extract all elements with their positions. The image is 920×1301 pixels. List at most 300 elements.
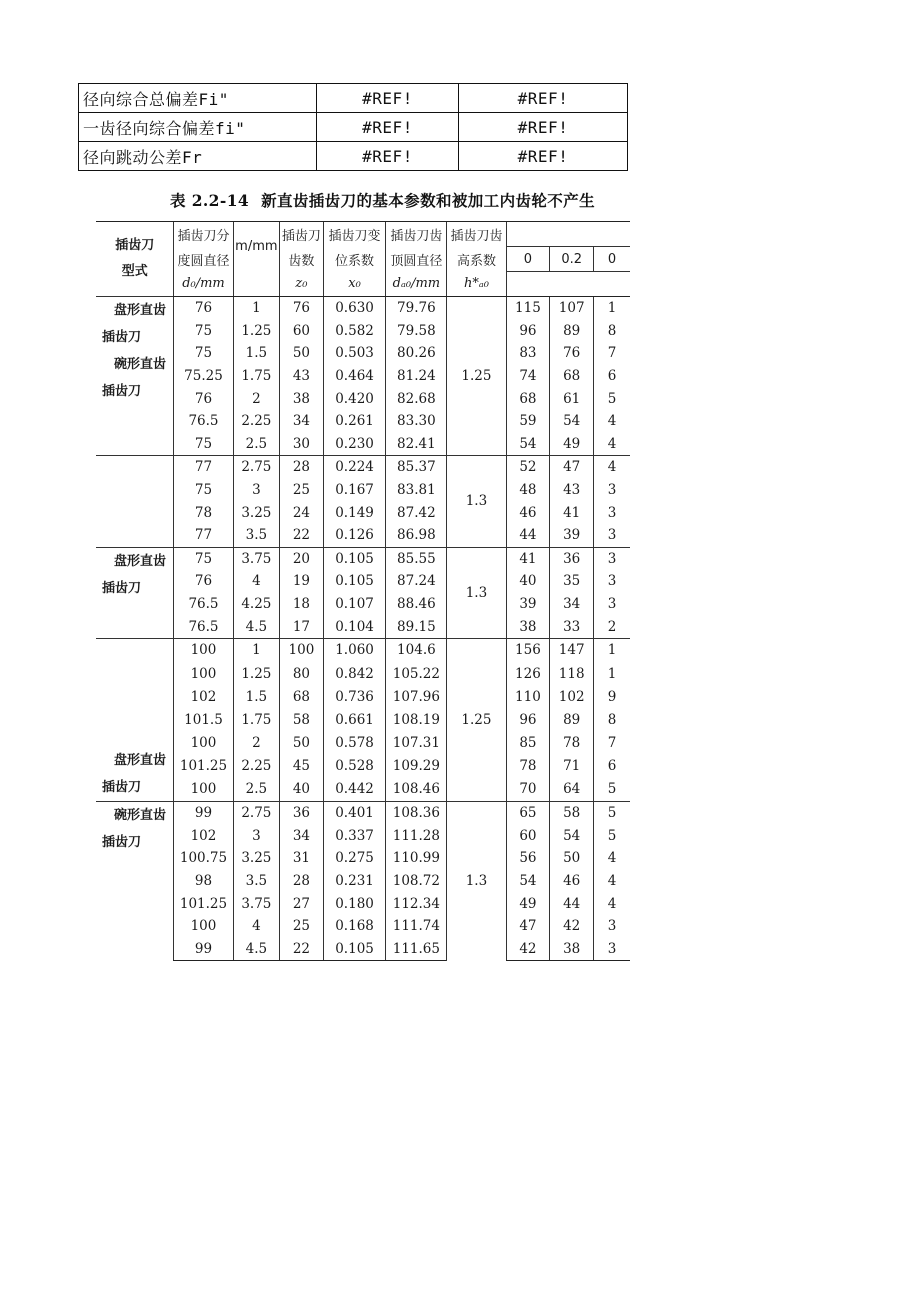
param-value-cell: 49 [506, 892, 550, 915]
table-row [96, 547, 630, 570]
param-value-cell: 4 [594, 892, 630, 915]
table-row [96, 433, 630, 456]
header-type-line1: 插齿刀 [115, 238, 155, 253]
table-cell: 102 [174, 685, 233, 708]
table-cell: 3.75 [233, 892, 280, 915]
param-value-cell: 1 [594, 297, 630, 320]
param-value-cell: 68 [550, 365, 594, 388]
table-cell: 0.105 [323, 937, 386, 960]
table-cell: 2 [233, 387, 280, 410]
ha0-cell: 1.25 [447, 638, 506, 801]
table-row [96, 410, 630, 433]
table-cell: 0.104 [323, 615, 386, 638]
ha0-cell: 1.3 [447, 801, 506, 960]
table-cell: 85.55 [386, 547, 447, 570]
param-value-cell: 3 [594, 547, 630, 570]
param-value-cell: 43 [550, 479, 594, 502]
table-cell: 20 [280, 547, 324, 570]
table-cell: 76.5 [174, 615, 233, 638]
table-cell: 111.65 [386, 937, 447, 960]
table-cell: 0.261 [323, 410, 386, 433]
param-value-cell: 71 [550, 755, 594, 778]
param-value-cell: 1 [594, 662, 630, 685]
param-value-cell: 50 [550, 847, 594, 870]
header-ha0-line1: 插齿刀齿 [447, 222, 506, 247]
table-row [96, 892, 630, 915]
param-value-cell: 3 [594, 570, 630, 593]
param-value-cell: 38 [506, 615, 550, 638]
value-cell: #REF! [459, 142, 628, 171]
table-cell: 30 [280, 433, 324, 456]
table-cell: 28 [280, 870, 324, 893]
table-cell: 100.75 [174, 847, 233, 870]
top-table-row [79, 113, 628, 142]
table-cell: 100 [174, 638, 233, 662]
param-value-cell: 36 [550, 547, 594, 570]
table-cell: 1.75 [233, 365, 280, 388]
table-caption: 新直齿插齿刀的基本参数和被加工内齿轮不产生 [261, 192, 595, 210]
param-value-cell: 6 [594, 755, 630, 778]
table-cell: 0.661 [323, 708, 386, 731]
param-value-cell: 6 [594, 365, 630, 388]
table-cell: 109.29 [386, 755, 447, 778]
param-value-cell: 54 [506, 870, 550, 893]
table-cell: 0.528 [323, 755, 386, 778]
param-value-cell: 46 [506, 501, 550, 524]
cutter-type-cell [96, 297, 174, 456]
table-cell: 0.231 [323, 870, 386, 893]
table-cell: 110.99 [386, 847, 447, 870]
param-value-cell: 42 [506, 937, 550, 960]
table-cell: 3 [233, 825, 280, 848]
cutter-type-cell [96, 456, 174, 547]
table-cell: 27 [280, 892, 324, 915]
table-cell: 107.96 [386, 685, 447, 708]
param-value-cell: 65 [506, 801, 550, 824]
table-row [96, 479, 630, 502]
param-value-cell: 83 [506, 342, 550, 365]
table-cell: 98 [174, 870, 233, 893]
table-row [96, 708, 630, 731]
spreadsheet-top-table [78, 83, 628, 171]
table-cell: 76 [174, 297, 233, 320]
param-value-cell: 39 [506, 593, 550, 616]
param-value-cell: 3 [594, 524, 630, 547]
table-cell: 108.72 [386, 870, 447, 893]
table-cell: 101.25 [174, 755, 233, 778]
table-cell: 100 [280, 638, 324, 662]
param-value-cell: 147 [550, 638, 594, 662]
table-row [96, 456, 630, 479]
param-value-cell: 47 [506, 915, 550, 938]
param-value-cell: 96 [506, 708, 550, 731]
table-cell: 86.98 [386, 524, 447, 547]
param-value-cell: 54 [550, 410, 594, 433]
param-value-cell: 76 [550, 342, 594, 365]
param-value-cell: 8 [594, 320, 630, 343]
param-value-cell: 47 [550, 456, 594, 479]
param-value-cell: 96 [506, 320, 550, 343]
table-cell: 108.36 [386, 801, 447, 824]
table-row [96, 638, 630, 662]
header-module-empty [233, 272, 280, 297]
table-cell: 0.275 [323, 847, 386, 870]
value-cell: #REF! [317, 84, 459, 113]
cutter-parameter-table [96, 221, 630, 961]
header-cutter-type [96, 222, 174, 297]
table-cell: 25 [280, 915, 324, 938]
table-cell: 3.5 [233, 870, 280, 893]
table-cell: 107.31 [386, 731, 447, 754]
table-cell: 60 [280, 320, 324, 343]
row-label-cell: 一齿径向综合偏差fi" [79, 113, 317, 142]
table-cell: 76 [174, 570, 233, 593]
table-cell: 0.105 [323, 570, 386, 593]
table-row [96, 870, 630, 893]
table-row [96, 755, 630, 778]
table-cell: 1.25 [233, 320, 280, 343]
table-row [96, 387, 630, 410]
ha0-cell: 1.25 [447, 297, 506, 456]
table-cell: 83.81 [386, 479, 447, 502]
table-row [96, 937, 630, 960]
table-cell: 75 [174, 479, 233, 502]
table-cell: 101.5 [174, 708, 233, 731]
table-cell: 112.34 [386, 892, 447, 915]
table-cell: 75 [174, 547, 233, 570]
table-row [96, 847, 630, 870]
table-cell: 85.37 [386, 456, 447, 479]
table-cell: 1.5 [233, 342, 280, 365]
table-cell: 4 [233, 570, 280, 593]
param-value-cell: 61 [550, 387, 594, 410]
param-value-cell: 4 [594, 433, 630, 456]
table-cell: 38 [280, 387, 324, 410]
param-value-cell: 85 [506, 731, 550, 754]
table-row [96, 731, 630, 754]
param-value-cell: 54 [506, 433, 550, 456]
table-cell: 36 [280, 801, 324, 824]
value-cell: #REF! [317, 142, 459, 171]
table-cell: 111.74 [386, 915, 447, 938]
header-z0-line1: 插齿刀 [280, 222, 324, 247]
table-cell: 105.22 [386, 662, 447, 685]
table-cell: 50 [280, 342, 324, 365]
table-cell: 3.25 [233, 501, 280, 524]
table-cell: 58 [280, 708, 324, 731]
param-value-cell: 56 [506, 847, 550, 870]
table-cell: 108.19 [386, 708, 447, 731]
param-value-cell: 110 [506, 685, 550, 708]
param-value-cell: 35 [550, 570, 594, 593]
table-cell: 100 [174, 731, 233, 754]
param-value-cell: 5 [594, 801, 630, 824]
cutter-type-cell [96, 547, 174, 638]
table-cell: 1 [233, 297, 280, 320]
table-cell: 100 [174, 662, 233, 685]
param-value-cell: 3 [594, 479, 630, 502]
table-cell: 68 [280, 685, 324, 708]
table-cell: 0.230 [323, 433, 386, 456]
table-row [96, 524, 630, 547]
param-value-cell: 54 [550, 825, 594, 848]
table-cell: 0.107 [323, 593, 386, 616]
header-z0-symbol: z₀ [280, 272, 324, 297]
table-cell: 99 [174, 801, 233, 824]
table-cell: 1.5 [233, 685, 280, 708]
param-value-cell: 118 [550, 662, 594, 685]
param-value-cell: 58 [550, 801, 594, 824]
param-value-cell: 156 [506, 638, 550, 662]
table-cell: 75 [174, 342, 233, 365]
table-cell: 76.5 [174, 593, 233, 616]
table-cell: 0.442 [323, 778, 386, 802]
table-cell: 108.46 [386, 778, 447, 802]
param-value-cell: 4 [594, 870, 630, 893]
table-cell: 4.5 [233, 937, 280, 960]
table-cell: 76 [280, 297, 324, 320]
table-cell: 2.25 [233, 410, 280, 433]
table-cell: 4 [233, 915, 280, 938]
cutter-type-line: 插齿刀 [102, 580, 142, 596]
top-table-row [79, 84, 628, 113]
header-x0-line2: 位系数 [323, 247, 386, 272]
param-value-cell: 3 [594, 915, 630, 938]
param-value-cell: 3 [594, 593, 630, 616]
param-value-cell: 33 [550, 615, 594, 638]
table-cell: 80 [280, 662, 324, 685]
ha0-cell: 1.3 [447, 547, 506, 638]
header-module: m/mm [233, 222, 280, 272]
table-cell: 40 [280, 778, 324, 802]
header-param-group [506, 222, 630, 247]
table-cell: 89.15 [386, 615, 447, 638]
table-row [96, 801, 630, 824]
table-cell: 3.75 [233, 547, 280, 570]
table-row [96, 501, 630, 524]
row-label-cell: 径向综合总偏差Fi" [79, 84, 317, 113]
table-cell: 0.105 [323, 547, 386, 570]
table-cell: 22 [280, 937, 324, 960]
param-value-cell: 7 [594, 342, 630, 365]
param-value-cell: 34 [550, 593, 594, 616]
header-x0-symbol: x₀ [323, 272, 386, 297]
table-cell: 34 [280, 410, 324, 433]
cutter-type-line: 盘形直齿 [114, 752, 167, 768]
table-cell: 0.630 [323, 297, 386, 320]
table-cell: 2.75 [233, 456, 280, 479]
param-value-cell: 64 [550, 778, 594, 802]
param-value-cell: 44 [506, 524, 550, 547]
cutter-type-line: 盘形直齿 [114, 303, 167, 318]
table-cell: 25 [280, 479, 324, 502]
param-value-cell: 74 [506, 365, 550, 388]
table-cell: 24 [280, 501, 324, 524]
param-value-cell: 70 [506, 778, 550, 802]
table-cell: 75 [174, 433, 233, 456]
param-value-cell: 7 [594, 731, 630, 754]
table-cell: 102 [174, 825, 233, 848]
cutter-type-line: 插齿刀 [102, 330, 142, 345]
param-value-cell: 5 [594, 387, 630, 410]
table-cell: 19 [280, 570, 324, 593]
table-row [96, 778, 630, 802]
param-value-cell: 9 [594, 685, 630, 708]
header-type-line2: 型式 [121, 264, 148, 279]
table-cell: 87.42 [386, 501, 447, 524]
param-value-cell: 44 [550, 892, 594, 915]
header-ha0-line2: 高系数 [447, 247, 506, 272]
table-cell: 100 [174, 778, 233, 802]
table-cell: 3 [233, 479, 280, 502]
cutter-type-line: 盘形直齿 [114, 553, 167, 569]
table-row [96, 320, 630, 343]
param-value-cell: 5 [594, 778, 630, 802]
table-cell: 79.58 [386, 320, 447, 343]
param-value-cell: 41 [506, 547, 550, 570]
table-cell: 100 [174, 915, 233, 938]
param-value-cell: 40 [506, 570, 550, 593]
param-value-cell: 46 [550, 870, 594, 893]
table-cell: 0.224 [323, 456, 386, 479]
table-cell: 101.25 [174, 892, 233, 915]
param-value-cell: 4 [594, 456, 630, 479]
table-cell: 3.25 [233, 847, 280, 870]
header-da0-line1: 插齿刀齿 [386, 222, 447, 247]
param-value-cell: 89 [550, 320, 594, 343]
param-value-cell: 59 [506, 410, 550, 433]
param-value-cell: 42 [550, 915, 594, 938]
table-cell: 78 [174, 501, 233, 524]
cutter-type-cell [96, 801, 174, 960]
table-cell: 111.28 [386, 825, 447, 848]
header-d0-symbol: d₀/mm [174, 272, 233, 297]
table-row [96, 662, 630, 685]
cutter-type-cell [96, 638, 174, 801]
table-cell: 104.6 [386, 638, 447, 662]
param-value-cell: 5 [594, 825, 630, 848]
table-cell: 45 [280, 755, 324, 778]
param-value-cell: 4 [594, 410, 630, 433]
param-value-cell: 49 [550, 433, 594, 456]
table-row [96, 825, 630, 848]
param-value-cell: 4 [594, 847, 630, 870]
table-cell: 31 [280, 847, 324, 870]
table-cell: 99 [174, 937, 233, 960]
header-ha0-symbol: h*ₐ₀ [447, 272, 506, 297]
table-cell: 83.30 [386, 410, 447, 433]
param-value-cell: 102 [550, 685, 594, 708]
table-cell: 79.76 [386, 297, 447, 320]
cutter-type-line: 碗形直齿 [114, 357, 167, 372]
table-row [96, 915, 630, 938]
table-cell: 22 [280, 524, 324, 547]
param-value-cell: 60 [506, 825, 550, 848]
table-cell: 76 [174, 387, 233, 410]
table-cell: 0.168 [323, 915, 386, 938]
table-cell: 43 [280, 365, 324, 388]
table-cell: 0.736 [323, 685, 386, 708]
table-cell: 50 [280, 731, 324, 754]
param-value-cell: 126 [506, 662, 550, 685]
param-value-cell: 89 [550, 708, 594, 731]
table-cell: 0.126 [323, 524, 386, 547]
param-value-cell: 52 [506, 456, 550, 479]
param-value-cell: 2 [594, 615, 630, 638]
ha0-cell: 1.3 [447, 456, 506, 547]
table-cell: 0.180 [323, 892, 386, 915]
table-cell: 0.842 [323, 662, 386, 685]
table-row [96, 615, 630, 638]
value-cell: #REF! [459, 84, 628, 113]
table-cell: 0.503 [323, 342, 386, 365]
header-param-0: 0 [506, 247, 550, 272]
param-value-cell: 3 [594, 501, 630, 524]
table-row [96, 342, 630, 365]
param-value-cell: 8 [594, 708, 630, 731]
table-cell: 82.68 [386, 387, 447, 410]
cutter-type-line: 插齿刀 [102, 779, 142, 795]
value-cell: #REF! [459, 113, 628, 142]
table-cell: 2.5 [233, 778, 280, 802]
param-value-cell: 48 [506, 479, 550, 502]
table-cell: 0.401 [323, 801, 386, 824]
header-d0-line2: 度圆直径 [174, 247, 233, 272]
param-value-cell: 78 [550, 731, 594, 754]
table-cell: 0.464 [323, 365, 386, 388]
table-cell: 0.149 [323, 501, 386, 524]
table-cell: 17 [280, 615, 324, 638]
table-row [96, 593, 630, 616]
table-row [96, 365, 630, 388]
table-cell: 2 [233, 731, 280, 754]
table-cell: 75 [174, 320, 233, 343]
table-cell: 88.46 [386, 593, 447, 616]
header-da0-line2: 顶圆直径 [386, 247, 447, 272]
table-cell: 1.25 [233, 662, 280, 685]
header-param-empty [506, 272, 630, 297]
table-cell: 0.337 [323, 825, 386, 848]
table-cell: 4.25 [233, 593, 280, 616]
param-value-cell: 3 [594, 937, 630, 960]
top-table-row [79, 142, 628, 171]
header-da0-symbol: dₐ₀/mm [386, 272, 447, 297]
table-cell: 81.24 [386, 365, 447, 388]
table-cell: 0.167 [323, 479, 386, 502]
table-cell: 80.26 [386, 342, 447, 365]
scan-table-title [170, 189, 595, 211]
row-label-cell: 径向跳动公差Fr [79, 142, 317, 171]
table-cell: 1.060 [323, 638, 386, 662]
table-row [96, 297, 630, 320]
table-cell: 4.5 [233, 615, 280, 638]
param-value-cell: 39 [550, 524, 594, 547]
table-cell: 75.25 [174, 365, 233, 388]
scanned-table-image [78, 175, 630, 995]
cutter-type-line: 插齿刀 [102, 384, 142, 399]
header-d0-line1: 插齿刀分 [174, 222, 233, 247]
table-cell: 3.5 [233, 524, 280, 547]
table-cell: 2.75 [233, 801, 280, 824]
header-param-2: 0 [594, 247, 630, 272]
table-cell: 87.24 [386, 570, 447, 593]
header-x0-line1: 插齿刀变 [323, 222, 386, 247]
table-cell: 2.25 [233, 755, 280, 778]
table-row [96, 570, 630, 593]
param-value-cell: 107 [550, 297, 594, 320]
table-cell: 2.5 [233, 433, 280, 456]
table-cell: 1.75 [233, 708, 280, 731]
